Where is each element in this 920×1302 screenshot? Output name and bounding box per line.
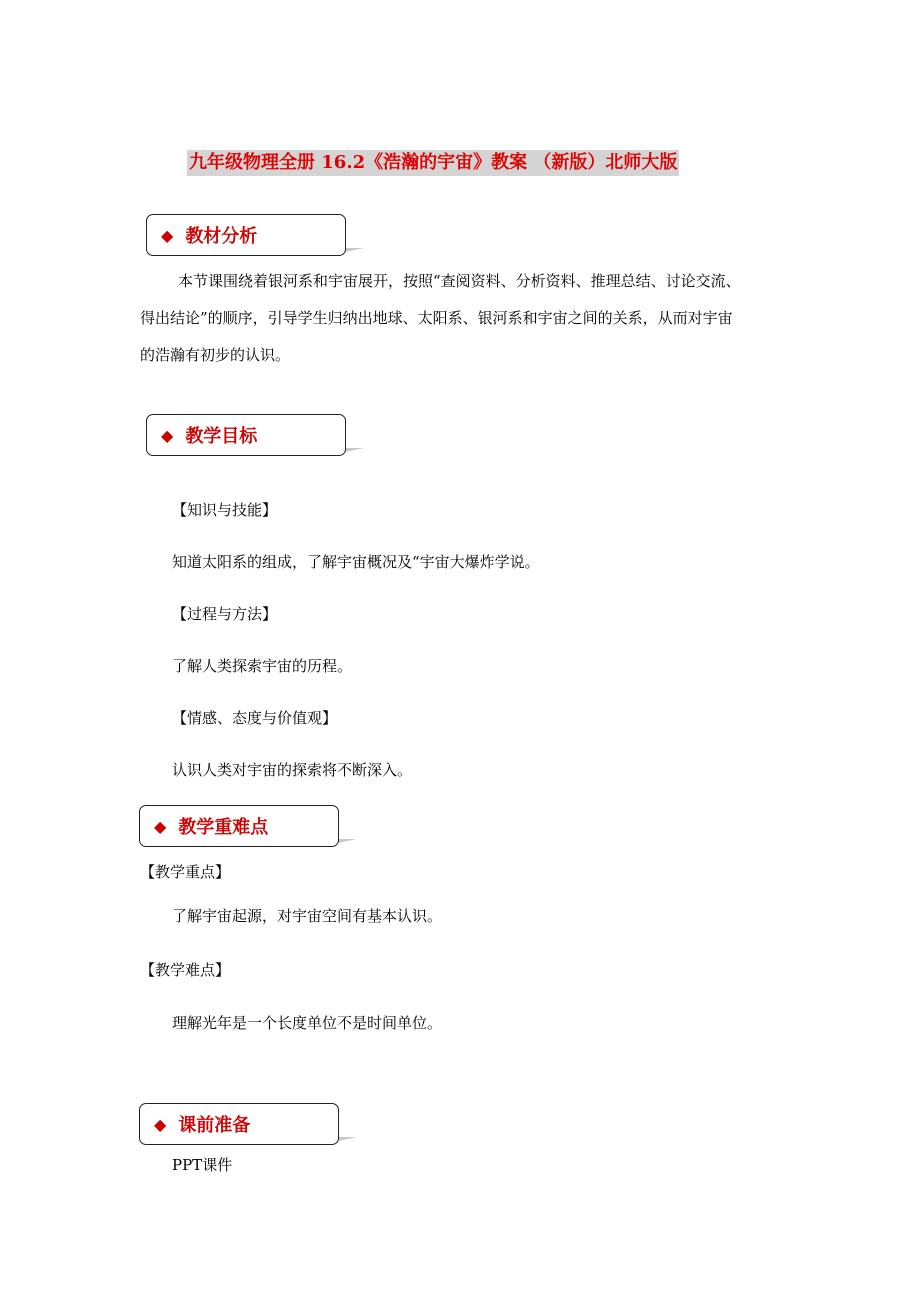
process-heading: 【过程与方法】 [172,605,278,623]
section-title: 教学目标 [185,426,258,447]
analysis-line-3: 的浩瀚有初步的认识。 [140,346,291,364]
section-title: 教学重难点 [178,817,269,838]
analysis-line-2: 得出结论”的顺序，引导学生归纳出地球、太阳系、银河系和宇宙之间的关系，从而对宇宙 [140,309,733,327]
key-heading: 【教学重点】 [140,863,231,881]
section-header-box [139,1103,339,1145]
analysis-line-1: 本节课围绕着银河系和宇宙展开，按照“查阅资料、分析资料、推理总结、讨论交流、 [178,272,741,290]
section-header-preparation [139,1103,357,1147]
section-header-keypoints [139,805,357,849]
diamond-bullet-icon: ◆ [161,225,174,245]
section-header-box [146,414,346,456]
emotion-heading: 【情感、态度与价值观】 [172,709,338,727]
knowledge-heading: 【知识与技能】 [172,501,278,519]
section-header-analysis [146,214,364,258]
section-header-box [139,805,339,847]
diamond-bullet-icon: ◆ [161,425,174,445]
document-title: 九年级物理全册 16.2《浩瀚的宇宙》教案 （新版）北师大版 [187,150,679,176]
knowledge-text: 知道太阳系的组成，了解宇宙概况及“宇宙大爆炸学说。 [172,553,540,571]
section-header-box [146,214,346,256]
preparation-text: PPT课件 [172,1156,233,1174]
key-text: 了解宇宙起源，对宇宙空间有基本认识。 [172,907,443,925]
difficult-heading: 【教学难点】 [140,961,231,979]
diamond-bullet-icon: ◆ [154,816,167,836]
difficult-text: 理解光年是一个长度单位不是时间单位。 [172,1014,443,1032]
emotion-text: 认识人类对宇宙的探索将不断深入。 [172,761,413,779]
section-title: 教材分析 [185,226,258,247]
section-header-objectives [146,414,364,458]
section-title: 课前准备 [178,1115,251,1136]
process-text: 了解人类探索宇宙的历程。 [172,657,353,675]
diamond-bullet-icon: ◆ [154,1114,167,1134]
